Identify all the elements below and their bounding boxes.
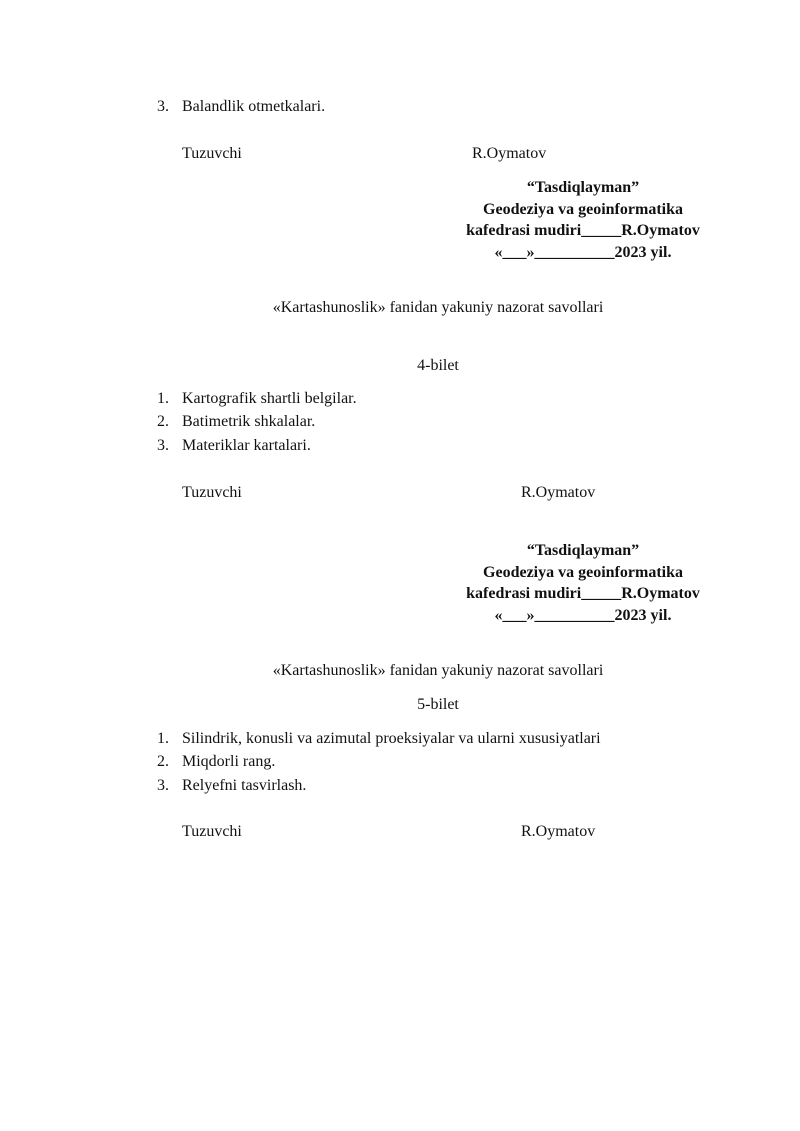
compiler-label: Tuzuvchi	[182, 823, 242, 840]
compiler-name: R.Oymatov	[521, 823, 596, 840]
compiler-name: R.Oymatov	[472, 145, 547, 162]
question-number: 3.	[157, 437, 169, 454]
approval-title: “Tasdiqlayman”	[526, 179, 640, 196]
approval-department: Geodeziya va geoinformatika	[483, 200, 683, 218]
compiler-name: R.Oymatov	[521, 484, 596, 501]
approval-head-signature: kafedrasi mudiri_____R.Oymatov	[466, 585, 700, 602]
ticket-label: 4-bilet	[417, 357, 459, 374]
question-text: Kartografik shartli belgilar.	[182, 390, 357, 407]
exam-subject-title: «Kartashunoslik» fanidan yakuniy nazorat savollari	[272, 299, 604, 316]
compiler-label: Tuzuvchi	[182, 484, 242, 501]
question-text: Balandlik otmetkalari.	[182, 98, 326, 115]
ticket-label: 5-bilet	[417, 696, 459, 713]
compiler-label: Tuzuvchi	[182, 145, 242, 162]
exam-subject-title: «Kartashunoslik» fanidan yakuniy nazorat savollari	[272, 662, 604, 679]
question-text: Batimetrik shkalalar.	[182, 413, 316, 430]
question-number: 3.	[157, 98, 169, 115]
question-text: Materiklar kartalari.	[182, 437, 311, 454]
question-text: Miqdorli rang.	[182, 753, 276, 770]
question-number: 2.	[157, 413, 169, 430]
approval-date: «___»__________2023 yil.	[494, 243, 672, 261]
question-number: 3.	[157, 777, 169, 794]
approval-head-signature: kafedrasi mudiri_____R.Oymatov	[466, 222, 700, 239]
approval-date: «___»__________2023 yil.	[494, 606, 672, 624]
approval-block-ticket-4	[442, 177, 724, 263]
approval-title: “Tasdiqlayman”	[526, 542, 640, 559]
question-number: 1.	[157, 390, 169, 407]
question-text: Silindrik, konusli va azimutal proeksiyalar va ularni xususiyatlari	[182, 730, 601, 747]
question-number: 1.	[157, 730, 169, 747]
approval-block-ticket-5	[442, 540, 724, 626]
question-text: Relyefni tasvirlash.	[182, 777, 307, 794]
approval-department: Geodeziya va geoinformatika	[483, 563, 683, 581]
question-number: 2.	[157, 753, 169, 770]
